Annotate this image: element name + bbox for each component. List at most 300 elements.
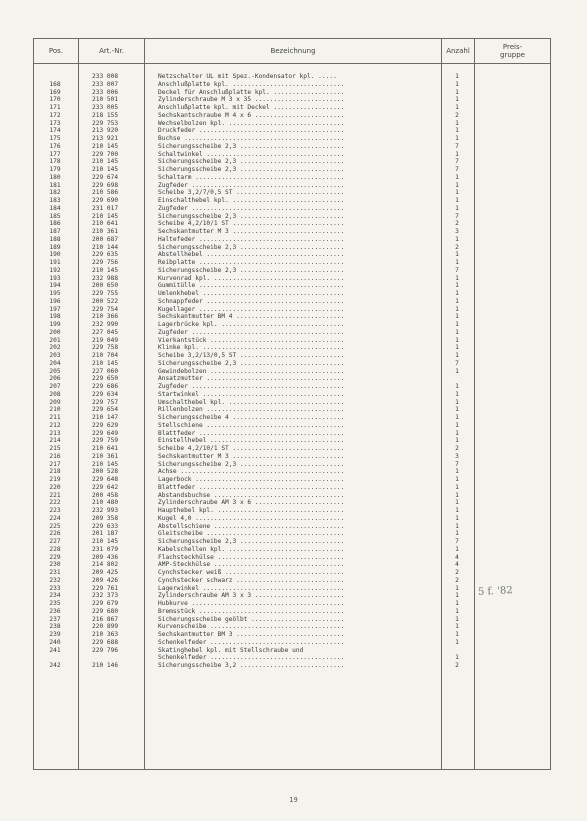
cell-anz: 4	[455, 561, 459, 569]
cell-pos: 186	[49, 220, 61, 228]
cell-art: 229 679	[92, 600, 119, 607]
cell-bez: Sicherungsscheibe 2,3 ............................	[158, 359, 345, 367]
table-row	[34, 608, 550, 616]
cell-anz: 1	[455, 437, 459, 445]
cell-art: 229 796	[92, 646, 119, 654]
header-divider	[34, 63, 550, 64]
cell-bez: Sicherungsscheibe 2,3 ............................	[158, 538, 345, 545]
table-row	[34, 538, 550, 546]
cell-anz: 1	[455, 344, 459, 352]
table-row	[34, 360, 550, 368]
cell-bez: Kugel 4,0 ........................................	[158, 514, 345, 522]
table-row	[34, 623, 550, 631]
cell-bez: Wechselbolzen kpl. ...............................	[158, 119, 345, 127]
cell-bez: Gleitscheibe .....................................	[158, 530, 345, 538]
table-row	[34, 414, 550, 422]
cell-art: 210 147	[92, 414, 119, 421]
cell-pos: 175	[49, 135, 61, 142]
table-row	[34, 298, 550, 306]
cell-pos: 225	[49, 522, 61, 530]
cell-bez: Sicherungsscheibe 2,3 ............................	[158, 266, 345, 274]
cell-bez: Abstellhebel .....................................	[158, 251, 345, 259]
header-preis	[475, 39, 550, 63]
cell-bez: Schaltarm ........................................	[158, 173, 345, 181]
cell-art: 229 755	[92, 290, 119, 297]
cell-pos: 206	[49, 375, 61, 383]
cell-bez: Sicherungsscheibe geölbt .........................	[158, 615, 345, 623]
cell-anz: 1	[455, 251, 459, 259]
cell-anz: 2	[455, 576, 459, 584]
table-row	[34, 577, 550, 585]
cell-bez: Zylinderschraube M 3 x 35 ........................	[158, 96, 345, 104]
cell-pos: 215	[49, 445, 61, 452]
table-row	[34, 453, 550, 461]
table-row	[34, 275, 550, 283]
table-row	[34, 251, 550, 259]
cell-pos: 234	[49, 592, 61, 600]
cell-pos: 226	[49, 530, 61, 538]
cell-art: 219 049	[92, 336, 119, 344]
table-row	[34, 592, 550, 600]
cell-pos: 181	[49, 181, 61, 189]
cell-art: 214 802	[92, 561, 119, 569]
cell-pos: 216	[49, 452, 61, 460]
cell-bez: Zylinderschraube AM 3 x 6 ........................	[158, 499, 345, 507]
cell-bez: Zylinderschraube AM 3 x 3 ........................	[158, 592, 345, 600]
cell-anz: 1	[455, 189, 459, 197]
cell-pos: 203	[49, 352, 61, 359]
cell-pos: 212	[49, 421, 61, 429]
table-row	[34, 437, 550, 445]
cell-pos: 230	[49, 561, 61, 569]
cell-anz: 2	[455, 220, 459, 228]
cell-bez: Umschalthebel kpl. ...............................	[158, 398, 345, 406]
cell-art: 210 361	[92, 228, 119, 235]
cell-pos: 232	[49, 576, 61, 584]
cell-bez: Haltefeder .......................................	[158, 235, 345, 243]
cell-anz: 1	[455, 514, 459, 522]
cell-bez: Buchse ...........................................	[158, 135, 345, 142]
cell-pos: 191	[49, 259, 61, 266]
cell-bez: Kurvenscheibe ....................................	[158, 623, 345, 631]
table-row	[34, 600, 550, 608]
cell-bez: Umlenkhebel ......................................	[158, 290, 345, 297]
cell-art: 200 458	[92, 491, 119, 499]
cell-art: 218 155	[92, 111, 119, 119]
cell-anz: 7	[455, 538, 459, 545]
cell-art: 229 642	[92, 483, 119, 491]
cell-art: 229 635	[92, 251, 119, 259]
cell-art: 210 145	[92, 460, 119, 468]
cell-pos: 233	[49, 584, 61, 592]
cell-art: 229 654	[92, 406, 119, 414]
cell-anz: 2	[455, 662, 459, 669]
cell-art: 210 586	[92, 189, 119, 197]
cell-anz: 1	[455, 654, 459, 662]
cell-anz: 1	[455, 398, 459, 406]
cell-anz: 1	[455, 623, 459, 631]
cell-art: 227 045	[92, 328, 119, 336]
cell-pos: 199	[49, 321, 61, 328]
cell-pos: 171	[49, 104, 61, 111]
cell-anz: 1	[455, 414, 459, 421]
cell-anz: 1	[455, 631, 459, 638]
cell-bez: Schenkelfeder ....................................	[158, 654, 345, 662]
cell-pos: 231	[49, 569, 61, 576]
cell-bez: Hubkurve .........................................	[158, 600, 345, 607]
cell-art: 229 686	[92, 383, 119, 390]
cell-anz: 7	[455, 460, 459, 468]
table-row	[34, 554, 550, 562]
cell-bez: Sicherungsscheibe 2,3 ............................	[158, 166, 345, 173]
cell-bez: Achse ............................................	[158, 468, 345, 476]
cell-pos: 235	[49, 600, 61, 607]
cell-art: 220 899	[92, 623, 119, 631]
cell-pos: 210	[49, 406, 61, 414]
cell-pos: 193	[49, 274, 61, 282]
cell-bez: Lagerbock ........................................	[158, 476, 345, 483]
cell-anz: 1	[455, 290, 459, 297]
cell-pos: 179	[49, 166, 61, 173]
table-body	[34, 73, 550, 670]
cell-art: 229 761	[92, 584, 119, 592]
table-row	[34, 476, 550, 484]
cell-bez: Blattfeder .......................................	[158, 483, 345, 491]
table-row	[34, 546, 550, 554]
cell-pos: 185	[49, 212, 61, 220]
cell-pos: 240	[49, 638, 61, 646]
cell-anz: 1	[455, 73, 459, 80]
cell-bez: Sicherungsscheibe 2,3 ............................	[158, 460, 345, 468]
cell-pos: 222	[49, 499, 61, 507]
table-row	[34, 306, 550, 314]
cell-anz: 7	[455, 266, 459, 274]
table-row	[34, 499, 550, 507]
table-row	[34, 383, 550, 391]
cell-bez: Einstellhebel ....................................	[158, 437, 345, 445]
cell-anz: 1	[455, 313, 459, 321]
table-row	[34, 492, 550, 500]
cell-pos: 238	[49, 623, 61, 631]
table-row	[34, 406, 550, 414]
cell-bez: Abstandsbuchse ...................................	[158, 491, 345, 499]
cell-anz: 1	[455, 197, 459, 204]
cell-anz: 7	[455, 142, 459, 150]
cell-pos: 219	[49, 476, 61, 483]
table-row	[34, 282, 550, 290]
cell-anz: 1	[455, 119, 459, 127]
cell-art: 209 436	[92, 553, 119, 561]
table-row	[34, 368, 550, 376]
cell-pos: 200	[49, 328, 61, 336]
table-row	[34, 352, 550, 360]
cell-bez: Zugfeder .........................................	[158, 328, 345, 336]
table-row	[34, 197, 550, 205]
cell-art: 229 758	[92, 344, 119, 352]
cell-bez: Schaltwinkel .....................................	[158, 150, 345, 158]
cell-pos: 207	[49, 383, 61, 390]
table-row	[34, 515, 550, 523]
cell-pos: 198	[49, 313, 61, 321]
cell-bez: Gewindebolzen ....................................	[158, 367, 345, 375]
table-row	[34, 96, 550, 104]
cell-pos: 204	[49, 359, 61, 367]
cell-art: 210 145	[92, 166, 119, 173]
cell-art: 231 079	[92, 545, 119, 553]
table-row	[34, 290, 550, 298]
cell-pos: 239	[49, 631, 61, 638]
cell-bez: Sicherungsscheibe 3,2 ............................	[158, 662, 345, 669]
cell-bez: Zugfeder .........................................	[158, 204, 345, 212]
cell-art: 213 921	[92, 135, 119, 142]
cell-art: 229 633	[92, 522, 119, 530]
cell-bez: Sicherungsscheibe 2,3 ............................	[158, 212, 345, 220]
cell-pos: 224	[49, 514, 61, 522]
cell-anz: 4	[455, 553, 459, 561]
cell-bez: Scheibe 3,2/7/0,5 ST .............................	[158, 189, 345, 197]
cell-pos: 201	[49, 336, 61, 344]
cell-anz: 1	[455, 336, 459, 344]
cell-pos: 213	[49, 429, 61, 437]
cell-pos: 229	[49, 553, 61, 561]
cell-art: 210 145	[92, 142, 119, 150]
cell-art: 210 641	[92, 220, 119, 228]
table-row	[34, 151, 550, 159]
cell-art: 233 006	[92, 88, 119, 96]
cell-bez: Scheibe 4,2/10/1 ST ..............................	[158, 220, 345, 228]
cell-anz: 1	[455, 584, 459, 592]
cell-art: 232 988	[92, 274, 119, 282]
cell-art: 229 690	[92, 197, 119, 204]
table-row	[34, 81, 550, 89]
cell-bez: Cynchstecker schwarz .............................	[158, 576, 345, 584]
cell-pos: 188	[49, 235, 61, 243]
cell-anz: 1	[455, 181, 459, 189]
table-row	[34, 143, 550, 151]
cell-art: 229 650	[92, 375, 119, 383]
table-row	[34, 189, 550, 197]
cell-bez: Schnappfeder .....................................	[158, 297, 345, 305]
cell-art: 232 373	[92, 592, 119, 600]
cell-anz: 7	[455, 166, 459, 173]
cell-art: 229 756	[92, 259, 119, 266]
cell-anz: 1	[455, 522, 459, 530]
cell-anz: 1	[455, 491, 459, 499]
cell-art: 229 688	[92, 638, 119, 646]
cell-pos: 242	[49, 662, 61, 669]
cell-pos: 209	[49, 398, 61, 406]
cell-pos: 197	[49, 305, 61, 313]
cell-pos: 205	[49, 367, 61, 375]
cell-art: 200 522	[92, 297, 119, 305]
table-row	[34, 127, 550, 135]
table-row	[34, 561, 550, 569]
cell-anz: 7	[455, 212, 459, 220]
table-row	[34, 236, 550, 244]
cell-art: 210 366	[92, 313, 119, 321]
table-row	[34, 461, 550, 469]
cell-anz: 2	[455, 445, 459, 452]
parts-table	[33, 38, 551, 770]
cell-art: 231 017	[92, 204, 119, 212]
table-row	[34, 585, 550, 593]
cell-bez: Ansatzmutter .....................................	[158, 375, 345, 383]
cell-art: 209 358	[92, 514, 119, 522]
cell-pos: 178	[49, 158, 61, 166]
header-anz: Anzahl	[446, 47, 470, 55]
cell-bez: Reibplatte .......................................	[158, 259, 345, 266]
table-row	[34, 166, 550, 174]
cell-anz: 1	[455, 173, 459, 181]
cell-anz: 1	[455, 150, 459, 158]
cell-art: 229 754	[92, 305, 119, 313]
cell-art: 229 698	[92, 181, 119, 189]
cell-bez: Stellschiene .....................................	[158, 421, 345, 429]
cell-anz: 2	[455, 569, 459, 576]
cell-pos: 176	[49, 142, 61, 150]
cell-bez: Anschlußplatte kpl. ..............................	[158, 80, 345, 88]
cell-bez: Abstellschiene ...................................	[158, 522, 345, 530]
cell-anz: 1	[455, 367, 459, 375]
cell-art: 232 993	[92, 507, 119, 514]
cell-pos: 189	[49, 243, 61, 251]
cell-anz: 1	[455, 321, 459, 328]
table-row	[34, 120, 550, 128]
cell-art: 201 187	[92, 530, 119, 538]
cell-bez: Sechskantmutter BM 3 .............................	[158, 631, 345, 638]
table-row	[34, 174, 550, 182]
cell-pos: 187	[49, 228, 61, 235]
cell-art: 210 145	[92, 359, 119, 367]
cell-bez: Cynchstecker weiß ................................	[158, 569, 345, 576]
cell-anz: 1	[455, 483, 459, 491]
table-row	[34, 313, 550, 321]
cell-anz: 1	[455, 406, 459, 414]
cell-art: 233 007	[92, 80, 119, 88]
cell-art: 200 528	[92, 468, 119, 476]
cell-pos: 170	[49, 96, 61, 104]
cell-bez: Lagerwinkel ......................................	[158, 584, 345, 592]
cell-anz: 1	[455, 499, 459, 507]
cell-anz: 1	[455, 235, 459, 243]
cell-bez: Klinke kpl. ......................................	[158, 344, 345, 352]
cell-art: 210 145	[92, 266, 119, 274]
cell-art: 210 480	[92, 499, 119, 507]
cell-art: 210 704	[92, 352, 119, 359]
table-row	[34, 344, 550, 352]
cell-art: 229 700	[92, 150, 119, 158]
cell-bez: Sechskantmutter BM 4 .............................	[158, 313, 345, 321]
table-row	[34, 220, 550, 228]
cell-art: 229 753	[92, 119, 119, 127]
cell-art: 213 920	[92, 127, 119, 135]
cell-art: 233 008	[92, 73, 119, 80]
cell-art: 216 867	[92, 615, 119, 623]
table-row	[34, 662, 550, 670]
cell-bez: Einschalthebel kpl. ..............................	[158, 197, 345, 204]
cell-pos: 214	[49, 437, 61, 445]
header-preis-line2: gruppe	[500, 51, 525, 59]
cell-bez: Deckel für Anschlußplatte kpl. ...................	[158, 88, 345, 96]
cell-anz: 1	[455, 530, 459, 538]
cell-anz: 1	[455, 297, 459, 305]
cell-pos: 223	[49, 507, 61, 514]
cell-pos: 169	[49, 88, 61, 96]
header-pos: Pos.	[48, 47, 64, 55]
cell-pos: 177	[49, 150, 61, 158]
cell-bez: Sicherungsscheibe 2,3 ............................	[158, 158, 345, 166]
cell-bez: Bremsstück .......................................	[158, 607, 345, 615]
cell-anz: 1	[455, 468, 459, 476]
cell-anz: 1	[455, 545, 459, 553]
cell-bez: Netzschalter UL mit Spez.-Kondensator kpl. .....	[158, 73, 337, 80]
cell-art: 229 649	[92, 429, 119, 437]
cell-art: 210 146	[92, 662, 119, 669]
cell-art: 227 060	[92, 367, 119, 375]
cell-pos: 192	[49, 266, 61, 274]
cell-anz: 1	[455, 390, 459, 398]
header-art: Art.-Nr.	[99, 47, 124, 55]
cell-pos: 241	[49, 646, 61, 654]
cell-anz: 1	[455, 274, 459, 282]
cell-art: 210 361	[92, 452, 119, 460]
table-row	[34, 267, 550, 275]
cell-art: 233 005	[92, 104, 119, 111]
cell-anz: 1	[455, 615, 459, 623]
cell-bez: Sechskantmutter M 3 ..............................	[158, 228, 345, 235]
cell-pos: 218	[49, 468, 61, 476]
table-row	[34, 445, 550, 453]
table-row	[34, 639, 550, 647]
table-row	[34, 430, 550, 438]
cell-bez: Kurvenrad kpl. ...................................	[158, 274, 345, 282]
table-row	[34, 654, 550, 662]
cell-anz: 1	[455, 383, 459, 390]
cell-anz: 1	[455, 638, 459, 646]
cell-anz: 1	[455, 476, 459, 483]
cell-pos: 221	[49, 491, 61, 499]
cell-art: 200 687	[92, 235, 119, 243]
table-row	[34, 135, 550, 143]
table-row	[34, 647, 550, 655]
cell-anz: 1	[455, 592, 459, 600]
cell-anz: 1	[455, 305, 459, 313]
cell-pos: 217	[49, 460, 61, 468]
cell-anz: 1	[455, 507, 459, 514]
cell-pos: 220	[49, 483, 61, 491]
cell-pos: 211	[49, 414, 61, 421]
cell-bez: Schenkelfeder ....................................	[158, 638, 345, 646]
cell-bez: Sechskantschraube M 4 x 6 ........................	[158, 111, 345, 119]
cell-art: 210 145	[92, 212, 119, 220]
cell-bez: Kugellager .......................................	[158, 305, 345, 313]
cell-pos: 183	[49, 197, 61, 204]
cell-pos: 184	[49, 204, 61, 212]
cell-bez: Lagerbrücke kpl. .................................	[158, 321, 345, 328]
cell-anz: 1	[455, 607, 459, 615]
cell-anz: 7	[455, 158, 459, 166]
table-row	[34, 468, 550, 476]
table-row	[34, 507, 550, 515]
cell-bez: AMP-Steckhülse ...................................	[158, 561, 345, 569]
cell-pos: 228	[49, 545, 61, 553]
cell-pos: 195	[49, 290, 61, 297]
handwritten-note: 5 f. '82	[477, 585, 513, 598]
cell-art: 229 680	[92, 607, 119, 615]
cell-pos: 196	[49, 297, 61, 305]
table-row	[34, 616, 550, 624]
cell-anz: 1	[455, 135, 459, 142]
